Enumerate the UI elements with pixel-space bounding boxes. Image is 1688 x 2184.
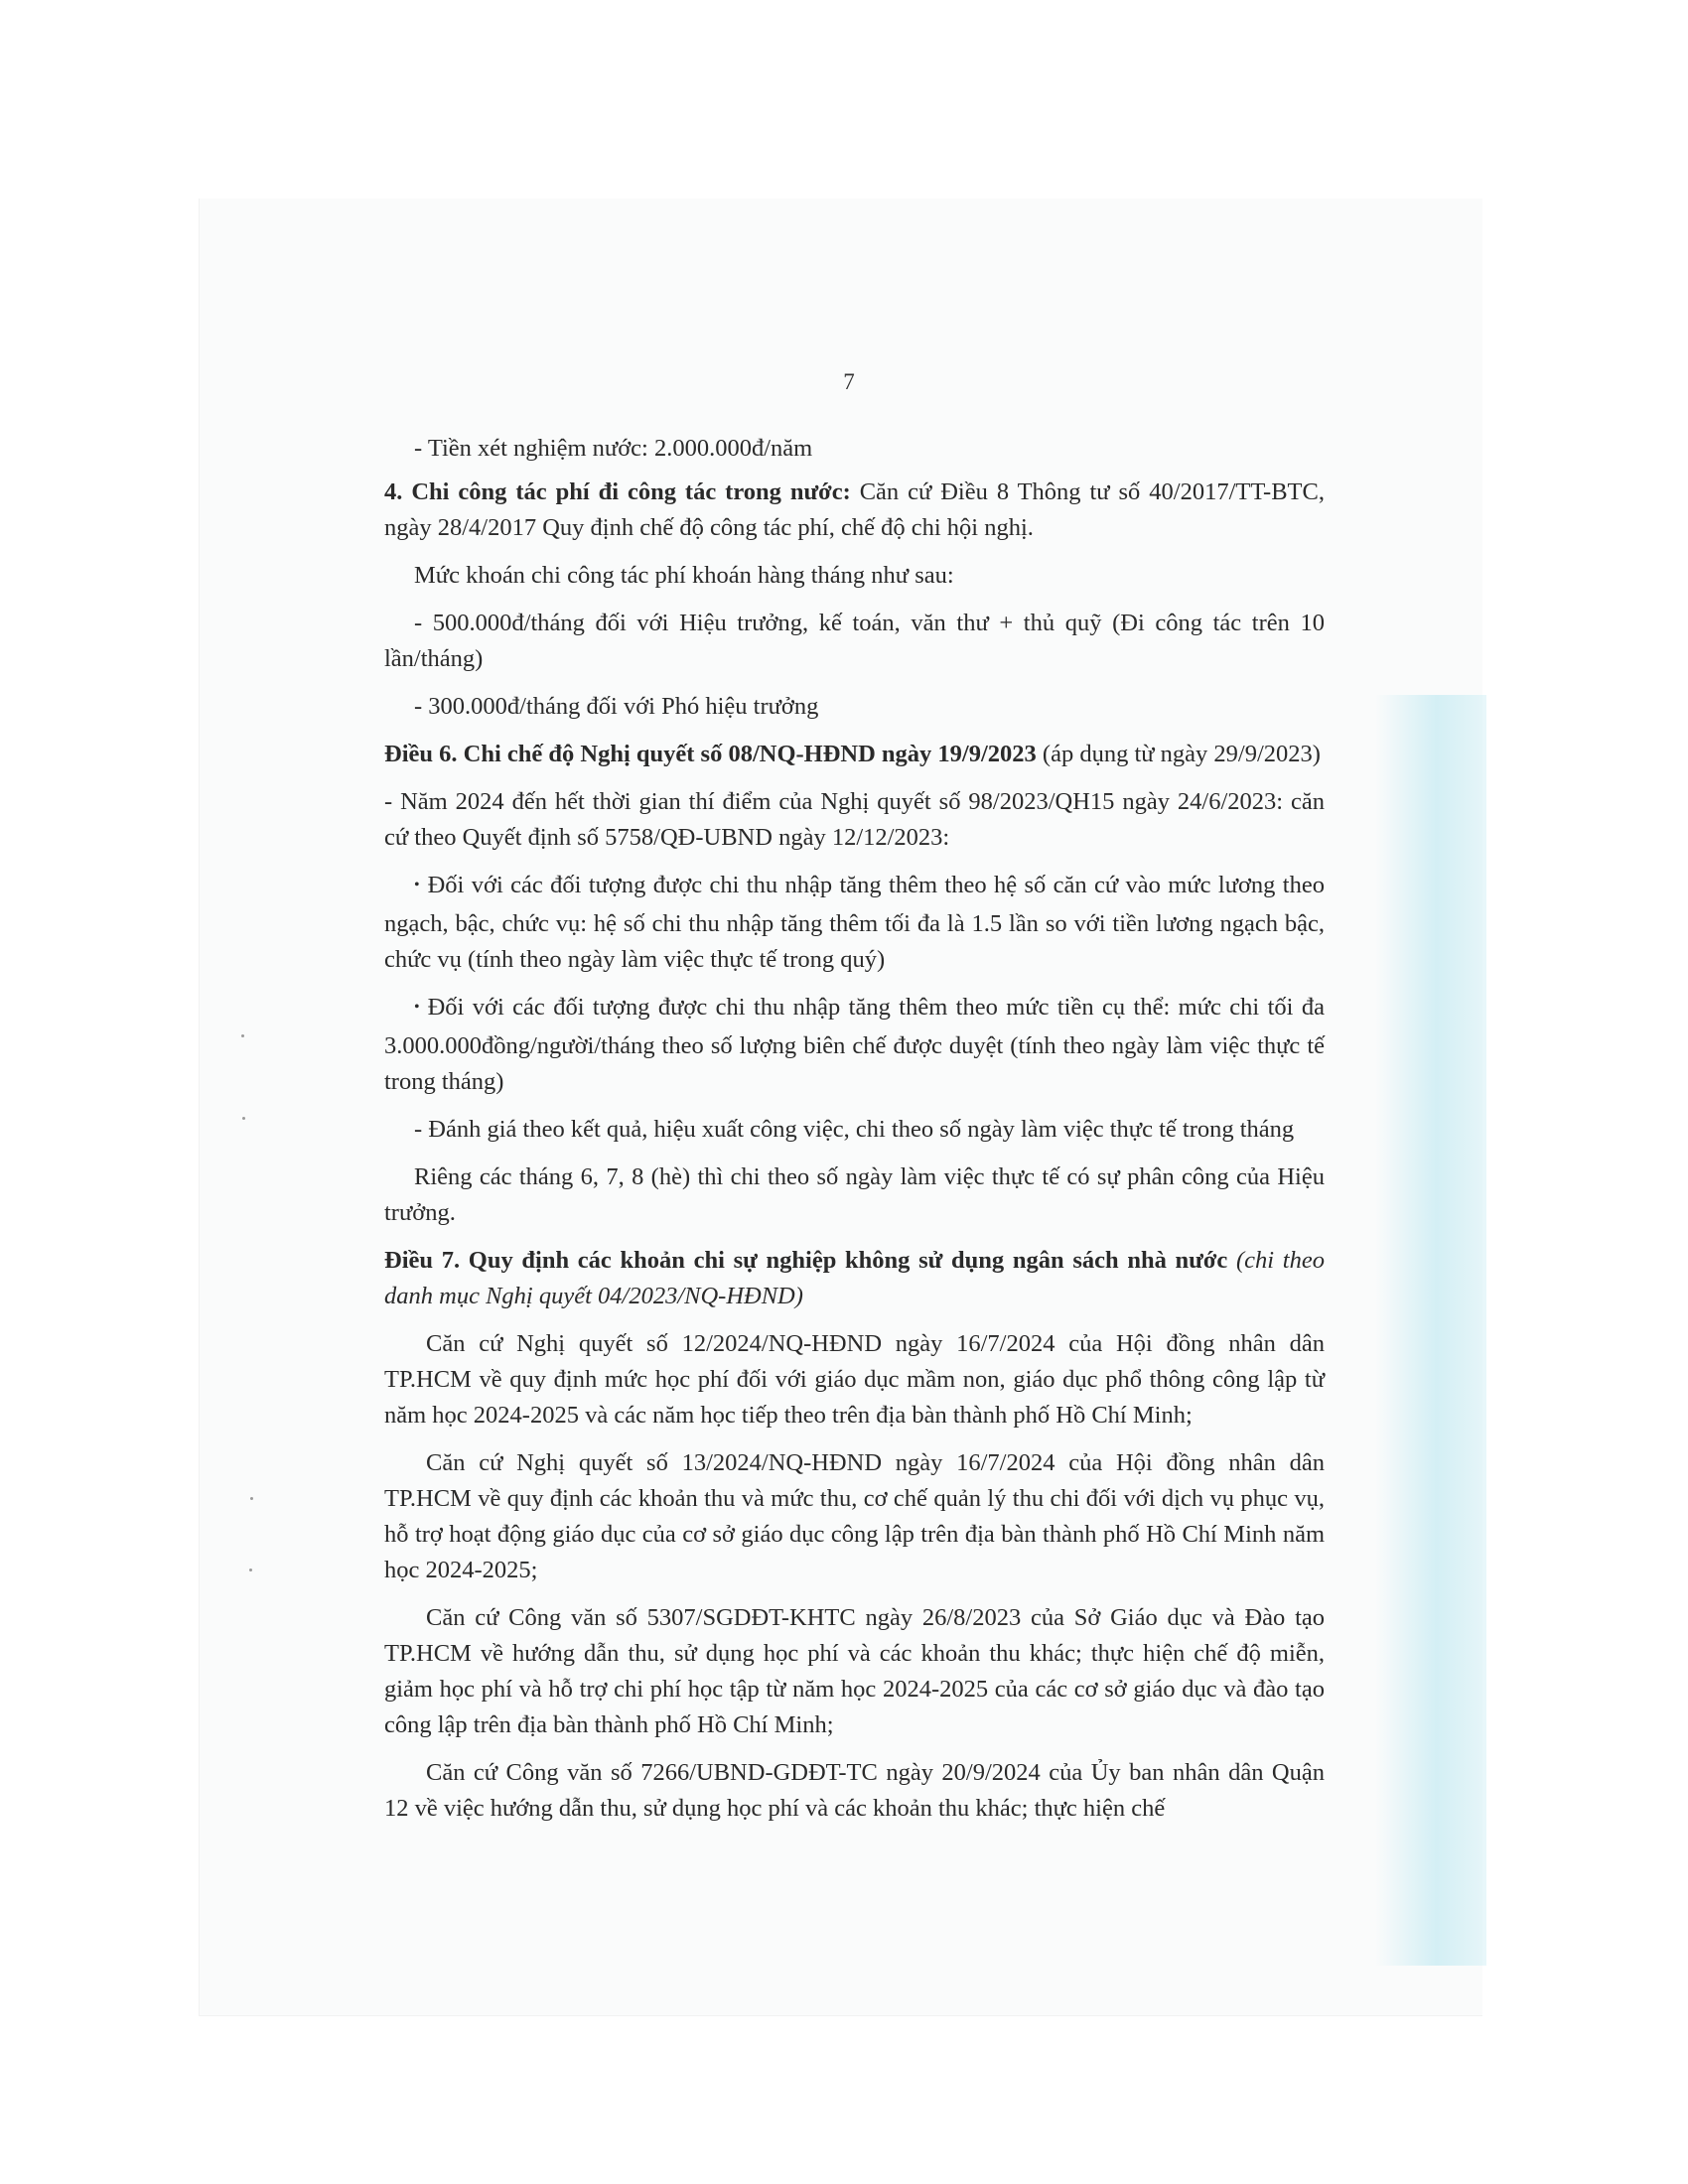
allowance-rate-500: - 500.000đ/tháng đối với Hiệu trưởng, kế toán, văn thư + thủ quỹ (Đi công tác trên 10 lần/tháng) [384, 610, 1325, 672]
scan-speck [241, 1034, 244, 1037]
bullet-icon: • [414, 877, 420, 893]
legal-basis-4: Căn cứ Công văn số 7266/UBND-GDĐT-TC ngày 20/9/2024 của Ủy ban nhân dân Quận 12 về việc hướng dẫn thu, sử dụng học phí và các khoản thu khác; thực hiện chế [384, 1759, 1325, 1822]
section-4-paragraph [384, 475, 1325, 546]
article-6-heading: Điều 6. Chi chế độ Nghị quyết số 08/NQ-HĐND ngày 19/9/2023 [384, 741, 1037, 767]
article-6-paragraph [384, 737, 1325, 772]
bullet-icon: • [414, 999, 420, 1016]
article-6-evaluation: - Đánh giá theo kết quả, hiệu xuất công việc, chi theo số ngày làm việc thực tế trong tháng [414, 1116, 1295, 1143]
article-7-subheading: (chi theo danh mục Nghị quyết 04/2023/NQ-HĐND) [384, 1247, 1325, 1309]
article-6-bullet-fixed-amount: • Đối với các đối tượng được chi thu nhập tăng thêm theo mức tiền cụ thể: mức chi tối đa 3.000.000đồng/người/tháng theo số lượng biên chế được duyệt (tính theo ngày làm việc thực tế trong tháng) [384, 994, 1325, 1095]
scan-color-cast [1375, 695, 1486, 1966]
article-6-summer-note: Riêng các tháng 6, 7, 8 (hè) thì chi theo số ngày làm việc thực tế có sự phân công của Hiệu trưởng. [384, 1163, 1325, 1226]
water-test-item: - Tiền xét nghiệm nước: 2.000.000đ/năm [414, 435, 813, 462]
scan-speck [249, 1569, 252, 1571]
allowance-rate-300: - 300.000đ/tháng đối với Phó hiệu trưởng [414, 693, 819, 720]
article-7-paragraph [384, 1243, 1325, 1314]
document-body [384, 431, 1325, 1839]
page-number: 7 [843, 369, 855, 394]
legal-basis-2: Căn cứ Nghị quyết số 13/2024/NQ-HĐND ngày 16/7/2024 của Hội đồng nhân dân TP.HCM về quy định các khoản thu và mức thu, cơ chế quản lý thu chi đối với dịch vụ phục vụ, hỗ trợ hoạt động giáo dục của cơ sở giáo dục công lập trên địa bàn thành phố Hồ Chí Minh năm học 2024-2025; [384, 1449, 1325, 1583]
article-7-heading: Điều 7. Quy định các khoản chi sự nghiệp không sử dụng ngân sách nhà nước [384, 1247, 1228, 1274]
section-4-heading: 4. Chi công tác phí đi công tác trong nước: [384, 478, 851, 505]
legal-basis-1: Căn cứ Nghị quyết số 12/2024/NQ-HĐND ngày 16/7/2024 của Hội đồng nhân dân TP.HCM về quy định mức học phí đối với giáo dục mầm non, giáo dục phổ thông công lập từ năm học 2024-2025 và các năm học tiếp theo trên địa bàn thành phố Hồ Chí Minh; [384, 1330, 1325, 1429]
section-4-text: Căn cứ Điều 8 Thông tư số 40/2017/TT-BTC, ngày 28/4/2017 Quy định chế độ công tác phí, chế độ chi hội nghị. [384, 478, 1325, 541]
scan-speck [250, 1497, 253, 1500]
legal-basis-3: Căn cứ Công văn số 5307/SGDĐT-KHTC ngày 26/8/2023 của Sở Giáo dục và Đào tạo TP.HCM về hướng dẫn thu, sử dụng học phí và các khoản thu khác; thực hiện chế độ miễn, giảm học phí và hỗ trợ chi phí học tập từ năm học 2024-2025 của các cơ sở giáo dục và đào tạo công lập trên địa bàn thành phố Hồ Chí Minh; [384, 1604, 1325, 1738]
article-6-effective-date: (áp dụng từ ngày 29/9/2023) [1036, 741, 1321, 767]
scan-speck [242, 1117, 245, 1120]
article-6-bullet-coefficient: • Đối với các đối tượng được chi thu nhập tăng thêm theo hệ số căn cứ vào mức lương theo ngạch, bậc, chức vụ: hệ số chi thu nhập tăng thêm tối đa là 1.5 lần so với tiền lương ngạch bậc, chức vụ (tính theo ngày làm việc thực tế trong quý) [384, 872, 1325, 973]
monthly-allowance-intro: Mức khoán chi công tác phí khoán hàng tháng như sau: [414, 562, 954, 589]
article-6-year-clause: - Năm 2024 đến hết thời gian thí điểm của Nghị quyết số 98/2023/QH15 ngày 24/6/2023: căn cứ theo Quyết định số 5758/QĐ-UBND ngày 12/12/2023: [384, 788, 1325, 851]
